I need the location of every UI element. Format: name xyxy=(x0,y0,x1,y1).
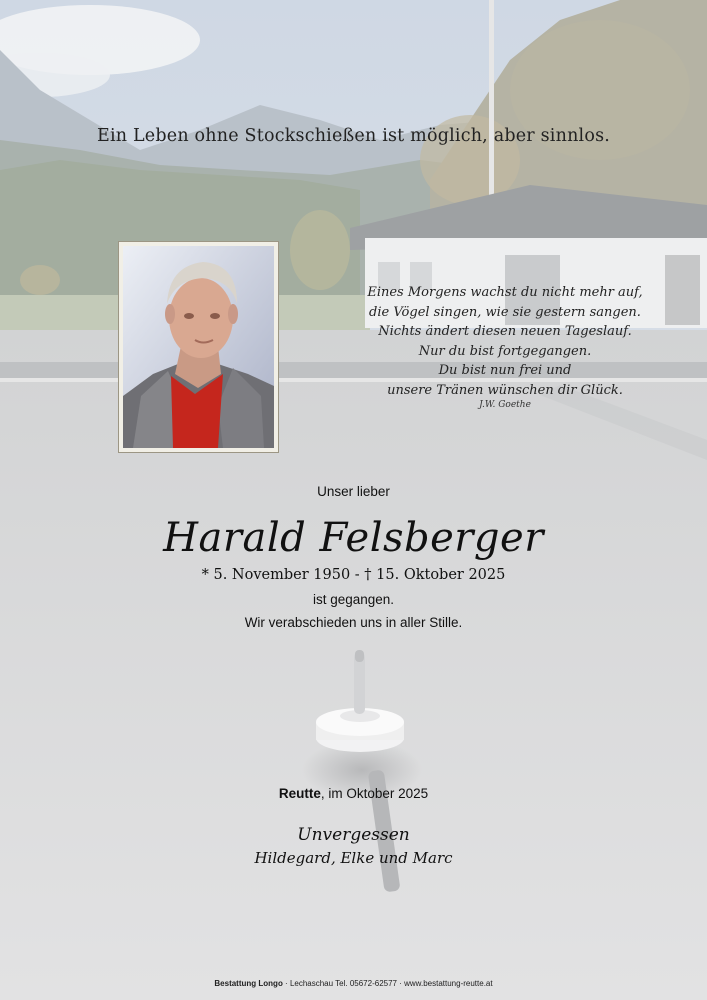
poem-author: J.W. Goethe xyxy=(479,400,531,410)
portrait-photo xyxy=(123,246,274,448)
poem-line: Nichts ändert diesen neuen Tageslauf. xyxy=(378,324,632,339)
place-name: Reutte xyxy=(278,786,321,801)
place-date-line xyxy=(0,786,707,801)
motto-quote: Ein Leben ohne Stockschießen ist möglich, aber sinnlos. xyxy=(96,126,611,146)
portrait-frame xyxy=(118,241,279,453)
poem-line: unsere Tränen wünschen dir Glück. xyxy=(387,382,623,398)
poem-line: Nur du bist fortgegangen. xyxy=(418,343,592,359)
unvergessen-heading: Unvergessen xyxy=(297,825,410,845)
place-date: , im Oktober 2025 xyxy=(320,786,429,801)
passed-text: ist gegangen. xyxy=(312,592,395,607)
intro-text: Unser lieber xyxy=(317,484,390,499)
farewell-text: Wir verabschieden uns in aller Stille. xyxy=(244,615,463,630)
poem-line: Eines Morgens wachst du nicht mehr auf, xyxy=(367,285,643,300)
poem-line: die Vögel singen, wie sie gestern sangen. xyxy=(369,304,641,320)
footer-details: · Lechaschau Tel. 05672-62577 · www.bestattung-reutte.at xyxy=(282,979,493,988)
family-names: Hildegard, Elke und Marc xyxy=(254,849,453,867)
deceased-name: Harald Felsberger xyxy=(163,515,544,561)
life-dates: * 5. November 1950 - † 15. Oktober 2025 xyxy=(201,567,506,583)
footer xyxy=(0,979,707,988)
poem-line: Du bist nun frei und xyxy=(438,363,572,378)
footer-company: Bestattung Longo xyxy=(214,979,283,988)
poem xyxy=(360,283,650,400)
